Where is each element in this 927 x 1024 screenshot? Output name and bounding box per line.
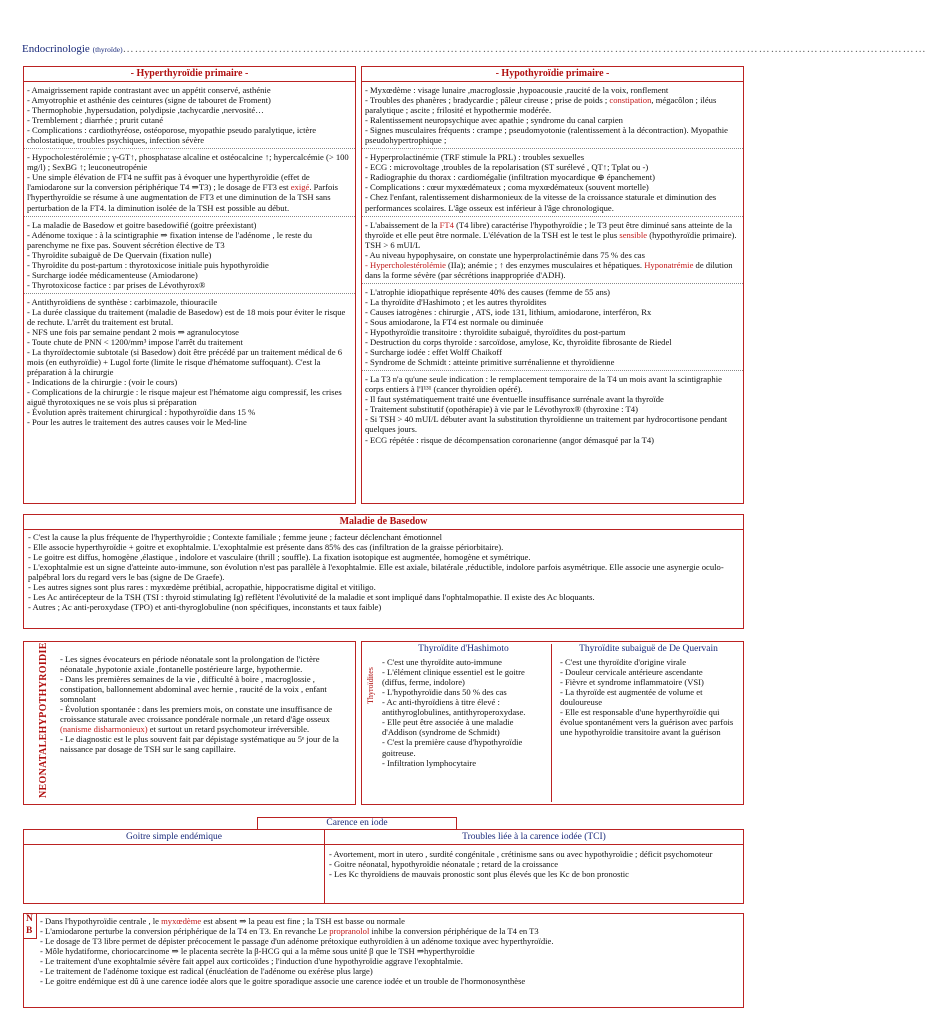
hypo-s4-line: - L'atrophie idiopathique représente 40% des causes (femme de 55 ans) (365, 286, 610, 297)
hyper-s1-line: - Amaigrissement rapide contrastant avec un appétit conservé, asthénie (27, 85, 271, 95)
hyper-traitement (24, 294, 355, 431)
hypo-examens (362, 149, 743, 216)
hypo-s5-line: - La T3 n'a qu'une seule indication : le remplacement temporaire de la T4 un mois avant la scintigraphie corps entiers à l'I¹³¹ (cancer thyroïdien opéré). (365, 374, 722, 395)
hyper-s2-line: - Hypocholestérolémie ; γ-GT↑, phosphatase alcaline et ostéocalcine ↑; hypercalcémie (> 100 mg/l) ; SexBG ↑; leuconeutropénie (27, 152, 349, 173)
hypo-s5-line: - ECG répétée : risque de décompensation coronarienne (angor démasqué par la T4) (365, 434, 655, 445)
hypo-s1-line: - Signes musculaires fréquents : crampe ; pseudomyotonie (ralentissement à la décontraction). Myopathie pseudohypertrophique ; (365, 125, 728, 146)
thyroidites-vertical-label: Thyroïdites (366, 667, 375, 704)
hyper-s4-line: - Complications de la chirurgie : le risque majeur est l'hématome aigu compressif, les crises aiguë thyrotoxiques ne se vois plus si préparation (27, 387, 342, 408)
neonatal-vertical-label: NEONATALEHYPOTHYROIDIE (38, 642, 49, 798)
hashimoto-line: - Elle peut être associée à une maladie d'Addison (syndrome de Schmidt) (382, 717, 514, 738)
carence-col1 (24, 830, 325, 903)
neonatal-box (23, 641, 356, 805)
hyper-s1-line: - Thermophobie ,hypersudation, polydipsie ,tachycardie ,nervosité… (27, 105, 264, 116)
basedow-line: - Les Ac antirécepteur de la TSH (TSI : thyroid stimulating Ig) reflètent l'évolutivité de la maladie et sont impliqué dans l'ophtalmopathie. Il existe des Ac bloquants. (28, 592, 595, 603)
neonatal-body (60, 654, 352, 754)
hyper-causes (24, 217, 355, 294)
hypo-s1-red: constipation (609, 95, 652, 106)
carence-title: Carence en iode (326, 818, 388, 828)
hashimoto-line: - Ac anti-thyroïdiens à titre élevé : antithyroglobulines, antithyroperoxydase. (382, 697, 526, 718)
quervain-line: - Elle est responsable d'une hyperthyroïdie qui évolue spontanément vers la guérison avec parfois une hypothyroïdie transitoire avant la guérison (560, 707, 734, 738)
nb-label-b: B (26, 926, 33, 936)
hyper-s3-line: - Adénome toxique : à la scintigraphie ⇒ fixation intense de l'adénome , le reste du parenchyme ne fixe pas. Souvent sécrétion élective de T3 (27, 229, 313, 250)
nb-line: - Môle hydatiforme, choriocarcinome ⇒ le placenta secrète la β-HCG qui a la même sous unité β que le TSH ⇒hyperthyroïdie (40, 946, 475, 957)
quervain-line: - Douleur cervicale antérieure ascendante (560, 667, 703, 678)
hypo-s1-line: , mégacôlon ; iléus paralytique ; ascite ; frilosité et hypothermie modérée. (365, 95, 717, 116)
hypothyroidie-title: - Hypothyroïdie primaire - (362, 67, 743, 82)
hashimoto-line: - C'est une thyroïdite auto-immune (382, 657, 502, 668)
quervain-line: - Fièvre et syndrome inflammatoire (VSI) (560, 677, 704, 688)
hyper-signes (24, 82, 355, 149)
hypo-s2-line: - Radiographie du thorax : cardiomégalie (infiltration myocardique ⊕ épanchement) (365, 172, 655, 183)
nb-line: inhibe la conversion périphérique de la T4 en T3 (371, 926, 539, 937)
hashimoto-line: - L'élément clinique essentiel est le goitre (diffus, ferme, indolore) (382, 667, 525, 688)
hypothyroidie-box (361, 66, 744, 504)
hashimoto-title: Thyroïdite d'Hashimoto (418, 644, 509, 654)
hashimoto-line: - Infiltration lymphocytaire (382, 757, 477, 768)
header-subtitle: (thyroïde) (92, 45, 123, 54)
hypo-s4-line: - Syndrome de Schmidt : atteinte primitive surrénalienne et thyroïdienne (365, 357, 615, 368)
hyperthyroidie-title: - Hyperthyroïdie primaire - (24, 67, 355, 82)
tci-line: - Goitre néonatal, hypothyroïdie néonatale ; retard de la croissance (329, 859, 559, 870)
nb-line: - L'amiodarone perturbe la conversion périphérique de la T4 en T3. En revanche Le (40, 926, 328, 937)
hyper-s3-line: - Thyroïdite du post-partum : thyrotoxicose initiale puis hypothyroïdie (27, 259, 269, 270)
hyper-s3-line: - Thyroïdite subaiguë de De Quervain (fixation nulle) (27, 249, 212, 260)
hypo-s4-line: - Destruction du corps thyroïde : sarcoïdose, amylose, Kc, thyroïdite fibrosante de Riedel (365, 337, 672, 348)
neonatal-line: et surtout un retard psychomoteur irréversible. (149, 724, 310, 735)
hashimoto-line: - L'hypothyroïdie dans 50 % des cas (382, 687, 507, 698)
hyper-s3-line: - La maladie de Basedow et goitre basedowifié (goitre préexistant) (27, 219, 257, 230)
hyperthyroidie-box (23, 66, 356, 504)
hypo-s4-line: - La thyroïdite d'Hashimoto ; et les autres thyroïdites (365, 296, 547, 307)
nb-line: - Le traitement de l'adénome toxique est radical (énucléation de l'adénome ou exérèse plus large) (40, 966, 373, 977)
tci-line: - Les Kc thyroïdiens de mauvais pronostic sont plus élevés que les Kc de bon pronostic (329, 869, 630, 880)
hashimoto-col (376, 644, 552, 802)
nb-line: est absent ⇒ la peau est fine ; la TSH est basse ou normale (203, 916, 405, 926)
hyper-s1-line: - Complications : cardiothyréose, ostéoporose, myopathie pseudo paralytique, ictère cholostatique, troubles psychiques, infection sévère (27, 125, 317, 146)
hypo-s3-red: Hyponatrémie (644, 259, 694, 270)
carence-box (23, 829, 744, 904)
quervain-line: - La thyroïde est augmentée de volume et douloureuse (560, 687, 703, 708)
hypo-s5-line: - Si TSH > 40 mUI/L débuter avant la substitution thyroïdienne un traitement par hydrocortisone pendant quelques jours. (365, 414, 728, 435)
hyper-s4-line: - NFS une fois par semaine pendant 2 mois ⇒ agranulocytose (27, 327, 239, 338)
basedow-line: - C'est la cause la plus fréquente de l'hyperthyroïdie ; Contexte familiale ; femme jeune ; facteur déclenchant émotionnel (28, 532, 443, 542)
page-header: Endocrinologie (thyroïde)………………………………………………………………………………………………………………………………………………………………………………… (22, 43, 927, 55)
goitre-endemique-title: Goitre simple endémique (24, 830, 324, 845)
basedow-line: - L'exophtalmie est un signe d'atteinte auto-immune, son évolution n'est pas parallèle à l'exophtalmie. Elle est axiale, bilatérale ,réductible, indolore parfois asymétrique. Elle associe une asynergie oculo-palpébral lors du regard vers le bas (signe de De Graefe). (28, 562, 724, 583)
hypo-causes (362, 284, 743, 371)
nb-line: - Le traitement d'une exophtalmie sévère fait appel aux corticoïdes ; l'induction d'une hypothyroïdie aggrave l'exophtalmie. (40, 956, 463, 967)
neonatal-line: - Évolution spontanée : dans les premiers mois, on constate une insuffisance de croissance staturale avec croissance pondérale normale ,un retard d'âge osseux (60, 704, 333, 725)
nb-line: - Dans l'hypothyroïdie centrale , le (40, 916, 159, 926)
hypo-s1-line: - Troubles des phanères ; bradycardie ; pâleur cireuse ; prise de poids ; (365, 95, 608, 106)
basedow-line: - Les autres signes sont plus rares : myxœdème prétibial, acropathie, hippocratisme digital et vitiligo. (28, 582, 376, 593)
hypo-s3-red: FT4 (439, 219, 454, 230)
hyper-biologie (24, 149, 355, 216)
hypo-s1-line: - Myxœdème : visage lunaire ,macroglossie ,hypoacousie ,raucité de la voix, ronflement (365, 85, 669, 95)
basedow-line: - Elle associe hyperthyroïdie + goitre et exophtalmie. L'exophtalmie est présente dans 85% des cas (infiltration de la graisse périorbitaire). (28, 542, 504, 553)
hypo-s2-line: - ECG : microvoltage ,troubles de la repolarisation (ST surélevé , QT↑; Tplat ou -) (365, 162, 649, 173)
hypo-traitement (362, 371, 743, 447)
hyper-s1-line: - Tremblement ; diarrhée ; prurit cutané (27, 115, 164, 126)
nb-red: propranolol (329, 926, 370, 937)
hyper-s4-line: - Toute chute de PNN < 1200/mm³ impose l'arrêt du traitement (27, 337, 243, 348)
hypo-s3-red: sensible (619, 229, 648, 240)
basedow-title: Maladie de Basedow (24, 515, 743, 530)
hypo-s2-line: - Chez l'enfant, ralentissement disharmonieux de la vitesse de la croissance staturale et diminution des performances scolaires. L'âge osseux est inférieur à l'âge chronologique. (365, 192, 717, 213)
hypo-s2-line: - Hyperprolactinémie (TRF stimule la PRL) : troubles sexuelles (365, 152, 585, 163)
hypo-signes (362, 82, 743, 149)
hyper-s3-line: - Thyrotoxicose factice : par prises de Lévothyrox® (27, 279, 206, 290)
hyper-s2-line: . Parfois l'hyperthyroïdie se résume à une augmentation de FT3 et une diminution de la TSH sans perturbation de la FT4. la diminution isolée de la TSH est possible au début. (27, 182, 338, 213)
hyper-s4-line: - La durée classique du traitement (maladie de Basedow) est de 18 mois pour éviter le risque de rechute. L'arrêt du traitement est brutal. (27, 306, 346, 327)
hypo-s3-line: de dilution dans la forme sévère (par sécrétions inappropriée d'ADH). (365, 259, 733, 280)
neonatal-line: - Le diagnostic est le plus souvent fait par dépistage systématique au 5ᵉ jour de la naissance par dosage de TSH sur le sang capillaire. (60, 734, 339, 755)
hypo-s5-line: - Traitement substitutif (opothérapie) à vie par le Lévothyrox® (thyroxine : T4) (365, 404, 638, 415)
hypo-s3-line: (IIa); anémie ; ↑ des enzymes musculaires et hépatiques. (448, 259, 643, 270)
hashimoto-line: - C'est la première cause d'hypothyroïdie goitreuse. (382, 737, 523, 758)
basedow-line: - Le goitre est diffus, homogène ,élastique , indolore et vasculaire (thrill ; souffle). La fixation isotopique est augmentée, homogène et symétrique. (28, 552, 531, 563)
hypo-s4-line: - Sous amiodarone, la FT4 est normale ou diminuée (365, 316, 544, 327)
nb-body (40, 916, 740, 986)
hypo-s4-line: - Causes iatrogènes : chirurgie , ATS, iode 131, lithium, amiodarone, interféron, Rx (365, 306, 652, 317)
hypo-s1-line: - Ralentissement neuropsychique avec apathie ; syndrome du canal carpien (365, 115, 623, 126)
nb-label-n: N (26, 914, 33, 924)
hypo-s2-line: - Complications : cœur myxœdémateux ; coma myxœdémateux (souvent mortelle) (365, 182, 649, 193)
hypo-s3-line: (T4 libre) caractérise l'hypothyroïdie ; le T3 peut être diminué sans atteinte de la thyroïde et elle peut être normale. L'élévation de la TSH est le test le plus (365, 219, 733, 240)
hyper-s4-line: - Antithyroïdiens de synthèse : carbimazole, thiouracile (27, 296, 218, 307)
hypo-s3-line: (hypothyroïdie primaire). TSH > 6 mUI/L (365, 229, 737, 250)
hyper-s4-line: - Évolution après traitement chirurgical : hypothyroïdie dans 15 % (27, 407, 256, 418)
quervain-line: - C'est une thyroïdite d'origine virale (560, 657, 687, 668)
carence-col2 (325, 830, 743, 883)
quervain-title: Thyroïdite subaiguë de De Quervain (579, 644, 718, 654)
neonatal-line: - Les signes évocateurs en période néonatale sont la prolongation de l'ictère néonatale ,hypotonie axiale ,fontanelle postérieure large, hypothermie. (60, 654, 320, 675)
basedow-box (23, 514, 744, 629)
header-title: Endocrinologie (22, 43, 90, 55)
nb-label-box (24, 914, 37, 939)
nb-line: - Le dosage de T3 libre permet de dépister précocement le passage d'un adénome prétoxique euthyroïdien à un adénome toxique avec hyperthyroïdie. (40, 936, 554, 947)
hyper-s2-line: - Une simple élévation de FT4 ne suffit pas à évoquer une hyperthyroïdie (effet de l'amiodarone sur la conversion périphérique T4 ⇒T3) ; le dosage de FT3 est (27, 172, 310, 193)
hyper-s4-line: - Pour les autres le traitement des autres causes voir le Med-line (27, 417, 247, 428)
hypo-s4-line: - Hypothyroïdie transitoire : thyroïdite subaiguë, thyroïdites du post-partum (365, 327, 626, 338)
hyper-s4-line: - Indications de la chirurgie : (voir le cours) (27, 377, 178, 388)
basedow-line: - Autres ; Ac anti-peroxydase (TPO) et anti-thyroglobuline (non spécifiques, inconstants et taux faible) (28, 602, 382, 613)
hyper-s4-line: - La thyroïdectomie subtotale (si Basedow) doit être précédé par un traitement médical de 6 mois (en euthyroïdie) + Lugol forte (limite le risque d'hématome suffoquant). C'est la préparation à la chirurgie (27, 347, 342, 378)
tci-line: - Avortement, mort in utero , surdité congénitale , crétinisme sans ou avec hypothyroïdie ; déficit psychomoteur (329, 849, 713, 859)
hyper-s1-line: - Amyotrophie et asthénie des ceintures (signe de tabouret de Froment) (27, 95, 271, 106)
hypo-s3-line: - Au niveau hypophysaire, on constate une hyperprolactinémie dans 75 % des cas (365, 249, 645, 260)
hypo-s3-line: - L'abaissement de la (365, 219, 438, 230)
hyper-s3-line: - Surcharge iodée médicamenteuse (Amiodarone) (27, 269, 198, 280)
nb-line: - Le goitre endémique est dû à une carence iodée alors que le goitre sporadique associe une carence iodée et un trouble de l'hormonosynthèse (40, 976, 526, 987)
thyroidites-box (361, 641, 744, 805)
neonatal-red: (nanisme disharmonieux) (60, 724, 148, 735)
tci-title: Troubles liée à la carence iodée (TCI) (325, 830, 743, 845)
hypo-s3-red: - Hypercholestérolémie (365, 259, 446, 270)
nb-box (23, 913, 744, 1008)
basedow-body (24, 530, 743, 614)
quervain-col (556, 644, 741, 737)
hypo-s5-line: - Il faut systématiquement traité une éventuelle insuffisance surrénale avant la thyroïde (365, 394, 664, 405)
hypo-biologie (362, 217, 743, 284)
hyper-s2-red: exigé (290, 182, 310, 193)
hypo-s4-line: - Surcharge iodée : effet Wolff Chaikoff (365, 347, 502, 358)
neonatal-line: - Dans les premières semaines de la vie , difficulté à boire , macroglossie , constipation, ballonnement abdominal avec hernie , raucité de la voix , enfant somnolant (60, 674, 327, 705)
nb-red: myxœdème (161, 916, 202, 926)
